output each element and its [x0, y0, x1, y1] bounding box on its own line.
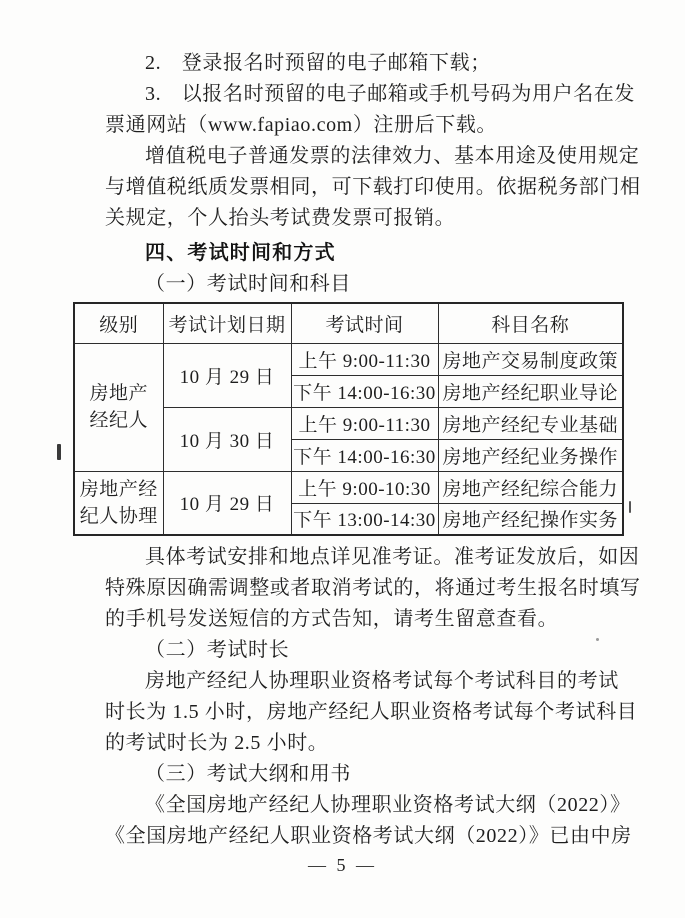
text-line: 3. 以报名时预留的电子邮箱或手机号码为用户名在发: [145, 83, 635, 105]
text-line: 增值税电子普通发票的法律效力、基本用途及使用规定: [145, 145, 640, 167]
cell-date: 10 月 29 日: [163, 343, 291, 407]
text-line: 与增值税纸质发票相同，可下载打印使用。依据税务部门相: [105, 176, 641, 198]
text-line: 票通网站（www.fapiao.com）注册后下载。: [105, 114, 498, 136]
cell-subject: 房地产交易制度政策: [438, 343, 623, 375]
table-row: [74, 471, 623, 503]
text-line: 《全国房地产经纪人职业资格考试大纲（2022）》已由中房: [105, 825, 632, 847]
cell-level-assistant: 房地产经 纪人协理: [74, 471, 163, 535]
cell-subject: 房地产经纪操作实务: [438, 503, 623, 535]
cell-date: 10 月 30 日: [163, 407, 291, 471]
cell-time: 下午 13:00-14:30: [291, 503, 438, 535]
cell-time: 下午 14:00-16:30: [291, 439, 438, 471]
cell-time: 上午 9:00-10:30: [291, 471, 438, 503]
subsection-heading: （三）考试大纲和用书: [145, 763, 351, 785]
cell-time: 上午 9:00-11:30: [291, 343, 438, 375]
scan-artifact: [596, 638, 599, 641]
cell-time: 上午 9:00-11:30: [291, 407, 438, 439]
table-row: [74, 343, 623, 375]
scan-artifact: [57, 444, 61, 460]
subsection-heading: （一）考试时间和科目: [145, 273, 351, 295]
subsection-heading: （二）考试时长: [145, 639, 290, 661]
cell-time: 下午 14:00-16:30: [291, 375, 438, 407]
text-line: 的考试时长为 2.5 小时。: [105, 732, 329, 754]
text-line: 2. 登录报名时预留的电子邮箱下载；: [145, 52, 491, 74]
section-heading: 四、考试时间和方式: [145, 242, 336, 264]
cell-level-broker: 房地产 经纪人: [74, 343, 163, 471]
document-body: [79, 48, 641, 852]
text-line: 的手机号发送短信的方式告知，请考生留意查看。: [105, 608, 559, 630]
cell-subject: 房地产经纪综合能力: [438, 471, 623, 503]
text-line: 关规定，个人抬头考试费发票可报销。: [105, 207, 456, 229]
text-line: 特殊原因确需调整或者取消考试的，将通过考生报名时填写: [105, 577, 641, 599]
page-number: — 5 —: [308, 855, 377, 875]
cell-subject: 房地产经纪业务操作: [438, 439, 623, 471]
text-line: 《全国房地产经纪人协理职业资格考试大纲（2022）》: [145, 794, 631, 816]
table-header-time: 考试时间: [291, 303, 438, 343]
table-header-subject: 科目名称: [438, 303, 623, 343]
exam-schedule-table: [73, 302, 624, 536]
table-header-date: 考试计划日期: [163, 303, 291, 343]
text-line: 时长为 1.5 小时，房地产经纪人职业资格考试每个考试科目: [105, 701, 638, 723]
cell-subject: 房地产经纪专业基础: [438, 407, 623, 439]
text-line: 具体考试安排和地点详见准考证。准考证发放后，如因: [145, 546, 640, 568]
cell-subject: 房地产经纪职业导论: [438, 375, 623, 407]
table-header-level: 级别: [74, 303, 163, 343]
text-line: 房地产经纪人协理职业资格考试每个考试科目的考试: [145, 670, 619, 692]
cell-date: 10 月 29 日: [163, 471, 291, 535]
scan-artifact: [629, 501, 631, 513]
